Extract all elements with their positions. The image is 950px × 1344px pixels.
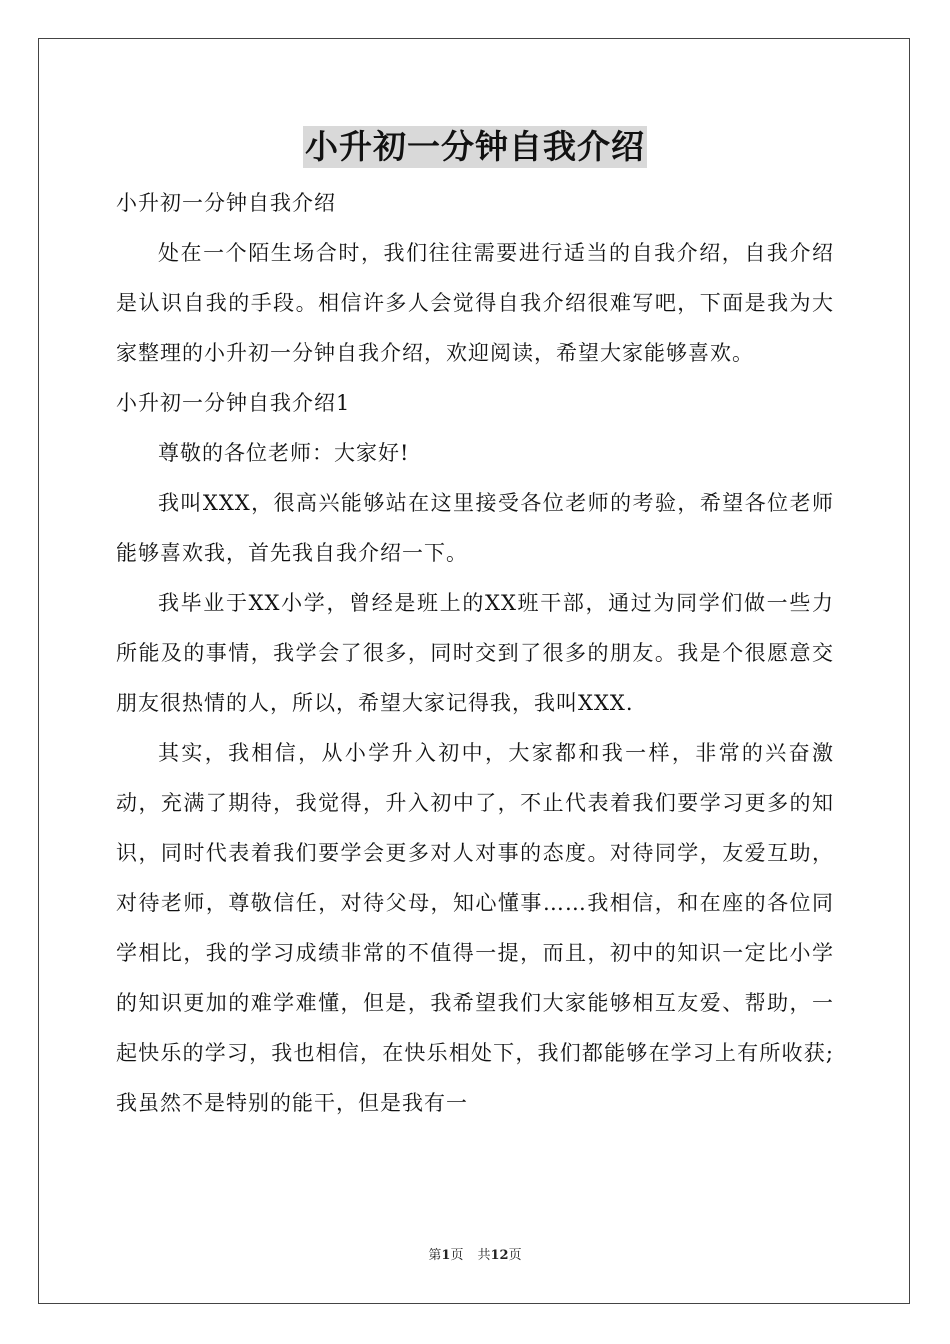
paragraph: 尊敬的各位老师：大家好!: [158, 441, 410, 465]
paragraph: 其实，我相信，从小学升入初中，大家都和我一样，非常的兴奋激动，充满了期待，我觉得，升入初中了，不止代表着我们要学习更多的知识，同时代表着我们要学会更多对人对事的态度。对待同学，友爱互助，对待老师，尊敬信任，对待父母，知心懂事……我相信，和在座的各位同学相比，我的学习成绩非常的不值得一提，而且，初中的知识一定比小学的知识更加的难学难懂，但是，我希望我们大家能够相互友爱、帮助，一起快乐的学习，我也相信，在快乐相处下，我们都能够在学习上有所收获;我虽然不是特别的能干，但是我有一: [116, 741, 834, 1115]
total-label-prefix: 共: [477, 1248, 491, 1263]
page-number: 1: [441, 1248, 451, 1263]
paragraph: 处在一个陌生场合时，我们往往需要进行适当的自我介绍，自我介绍是认识自我的手段。相信许多人会觉得自我介绍很难写吧，下面是我为大家整理的小升初一分钟自我介绍，欢迎阅读，希望大家能够喜欢。: [116, 241, 834, 365]
paragraph: 我毕业于XX小学，曾经是班上的XX班干部，通过为同学们做一些力所能及的事情，我学会了很多，同时交到了很多的朋友。我是个很愿意交朋友很热情的人，所以，希望大家记得我，我叫XXX.: [116, 591, 834, 715]
paragraph: 小升初一分钟自我介绍: [116, 191, 336, 215]
page-label-suffix: 页: [450, 1248, 464, 1263]
total-pages: 12: [490, 1248, 509, 1263]
paragraph: 小升初一分钟自我介绍1: [116, 391, 351, 415]
total-label-suffix: 页: [508, 1248, 522, 1263]
document-title: 小升初一分钟自我介绍: [305, 127, 645, 166]
paragraph: 我叫XXX，很高兴能够站在这里接受各位老师的考验，希望各位老师能够喜欢我，首先我自我介绍一下。: [116, 491, 834, 565]
page-label-prefix: 第: [428, 1248, 442, 1263]
page-footer: [0, 1247, 950, 1265]
title-area: [0, 126, 950, 168]
document-body: [116, 178, 834, 1128]
